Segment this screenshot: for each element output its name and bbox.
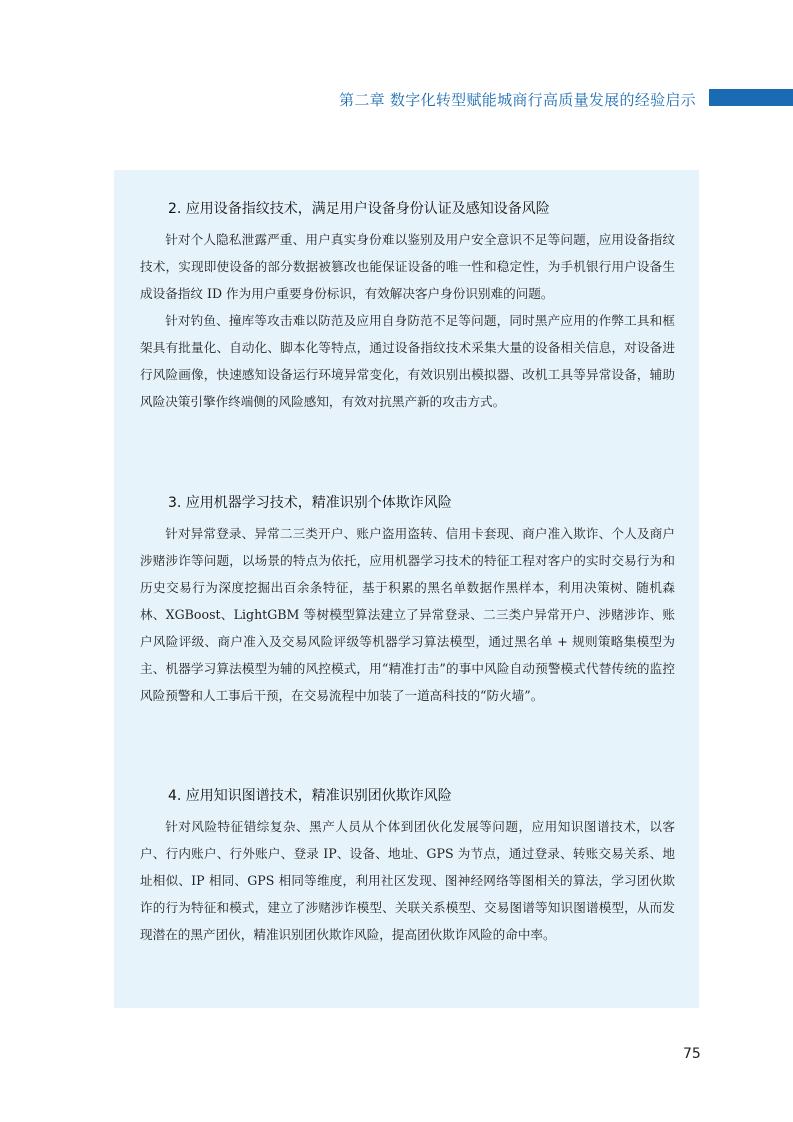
chapter-header-title: 第二章 数字化转型赋能城商行高质量发展的经验启示 [339,91,696,109]
paragraph: 针对钓鱼、撞库等攻击难以防范及应用自身防范不足等问题，同时黑产应用的作弊工具和框架具有批量化、自动化、脚本化等特点，通过设备指纹技术采集大量的设备相关信息，对设备进行风险画像，快速感知设备运行环境异常变化，有效识别出模拟器、改机工具等异常设备，辅助风险决策引擎作终端侧的风险感知，有效对抗黑产新的攻击方式。 [140,313,675,409]
section-machine-learning [140,493,675,709]
paragraph: 针对个人隐私泄露严重、用户真实身份难以鉴别及用户安全意识不足等问题，应用设备指纹技术，实现即使设备的部分数据被篡改也能保证设备的唯一性和稳定性，为手机银行用户设备生成设备指纹 ID 作为用户重要身份标识，有效解决客户身份识别难的问题。 [140,232,675,301]
section-title: 2. 应用设备指纹技术，满足用户设备身份认证及感知设备风险 [168,201,550,217]
chapter-header-bar [709,89,793,106]
paragraph: 针对风险特征错综复杂、黑产人员从个体到团伙化发展等问题，应用知识图谱技术，以客户、行内账户、行外账户、登录 IP、设备、地址、GPS 为节点，通过登录、转账交易关系、地址相似、IP 相同、GPS 相同等维度，利用社区发现、图神经网络等图相关的算法，学习团伙欺诈的行为特征和模式，建立了涉赌涉诈模型、关联关系模型、交易图谱等知识图谱模型，从而发现潜在的黑产团伙，精准识别团伙欺诈风险，提高团伙欺诈风险的命中率。 [140,819,675,942]
paragraph: 针对异常登录、异常二三类开户、账户盗用盗转、信用卡套现、商户准入欺诈、个人及商户涉赌涉诈等问题，以场景的特点为依托，应用机器学习技术的特征工程对客户的实时交易行为和历史交易行为深度挖掘出百余条特征，基于积累的黑名单数据作黑样本，利用决策树、随机森林、XGBoost、LightGBM 等树模型算法建立了异常登录、二三类户异常开户、涉赌涉诈、账户风险评级、商户准入及交易风险评级等机器学习算法模型，通过黑名单 + 规则策略集模型为主、机器学习算法模型为辅的风控模式，用“精准打击”的事中风险自动预警模式代替传统的监控风险预警和人工事后干预，在交易流程中加装了一道高科技的“防火墙”。 [140,526,675,703]
section-title: 4. 应用知识图谱技术，精准识别团伙欺诈风险 [168,788,452,804]
section-knowledge-graph [140,786,675,948]
section-title: 3. 应用机器学习技术，精准识别个体欺诈风险 [168,495,452,511]
section-device-fingerprint [140,199,675,415]
page-number: 75 [683,1046,701,1062]
